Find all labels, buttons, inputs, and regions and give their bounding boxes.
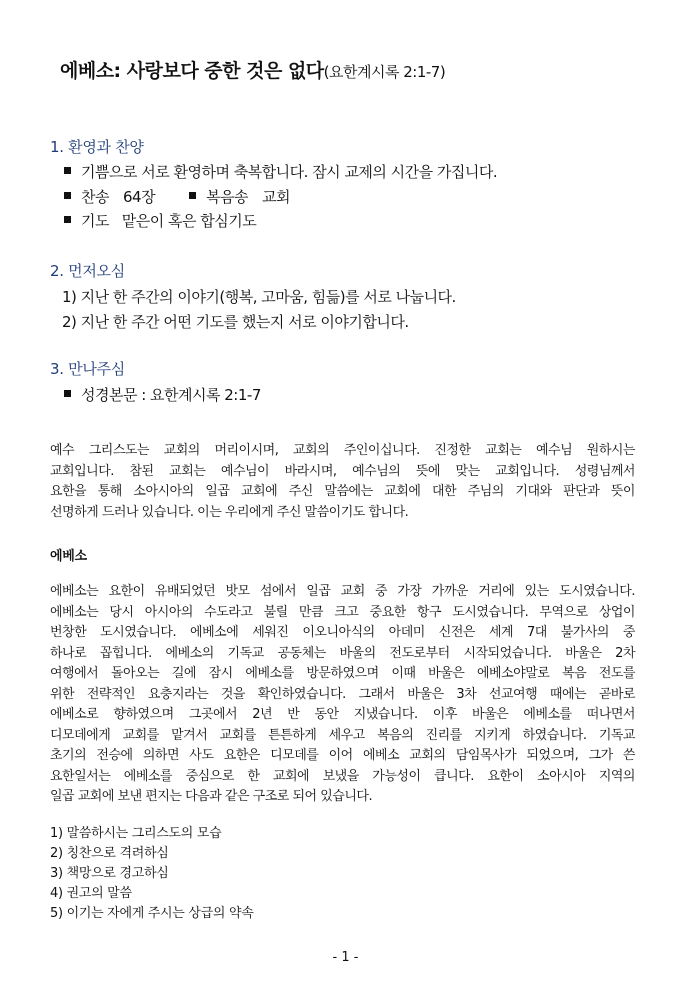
paragraph-line: 예수 그리스도는 교회의 머리이시며, 교회의 주인이십니다. 진정한 교회는 예수님 원하시는	[50, 443, 635, 458]
gospel-title: 교회	[262, 188, 291, 206]
intro-paragraph	[50, 441, 635, 523]
square-bullet-icon	[189, 192, 196, 199]
square-bullet-icon	[64, 216, 71, 223]
structure-list-item: 3) 책망으로 경고하심	[50, 866, 169, 881]
hymn-number: 64장	[122, 188, 156, 206]
square-bullet-icon	[64, 167, 71, 174]
paragraph-line: 여행에서 돌아오는 길에 잠시 에베소를 방문하였으며 이때 바울은 에베소야말로 복음 전도를	[50, 666, 635, 681]
section-heading-first-coming: 2. 먼저오심	[50, 262, 125, 280]
bullet-item	[64, 161, 497, 182]
bullet-item	[64, 384, 261, 405]
gospel-label: 복음송	[206, 188, 249, 206]
bullet-text: 기쁨으로 서로 환영하며 축복합니다. 잠시 교제의 시간을 가집니다.	[81, 163, 498, 181]
square-bullet-icon	[64, 192, 71, 199]
title-main: 에베소: 사랑보다 중한 것은 없다	[60, 60, 324, 82]
structure-list-item: 2) 칭찬으로 격려하심	[50, 846, 169, 861]
paragraph-line: 요한일서는 에베소를 중심으로 한 교회에 보냈을 가능성이 큽니다. 요한이 소아시아 지역의	[50, 768, 635, 784]
bullet-text: 기도 맡은이 혹은 합심기도	[81, 212, 257, 230]
page-number: - 1 -	[332, 950, 359, 965]
structure-list-item: 5) 이기는 자에게 주시는 상급의 약속	[50, 906, 254, 921]
paragraph-line: 에베소는 요한이 유배되었던 밧모 섬에서 일곱 교회 중 가장 가까운 거리에 있는 도시였습니다.	[50, 584, 635, 599]
title-reference: (요한계시록 2:1-7)	[323, 63, 446, 81]
scripture-text: 성경본문 : 요한계시록 2:1-7	[81, 386, 261, 404]
subheading-ephesus: 에베소	[50, 549, 87, 564]
paragraph-line: 위한 전략적인 요충지라는 것을 확인하였습니다. 그래서 바울은 3차 선교여행 때에는 곧바로	[50, 686, 635, 702]
hymn-row	[64, 186, 290, 207]
paragraph-line: 번창한 도시였습니다. 에베소에 세워진 이오니아식의 아데미 신전은 세계 7대 불가사의 중	[50, 625, 635, 640]
square-bullet-icon	[64, 390, 71, 397]
paragraph-line: 에베소로 향하였으며 그곳에서 2년 반 동안 지냈습니다. 이후 바울은 에베소를 떠나면서	[50, 707, 635, 722]
paragraph-line: 하나로 꼽힙니다. 에베소의 기독교 공동체는 바울의 전도로부터 시작되었습니다. 바울은 2차	[50, 645, 635, 661]
paragraph-line: 선명하게 드러나 있습니다. 이는 우리에게 주신 말씀이기도 합니다.	[50, 504, 409, 520]
numbered-item: 1) 지난 한 주간의 이야기(행복, 고마움, 힘듦)를 서로 나눕니다.	[62, 288, 456, 306]
paragraph-line: 요한을 통해 소아시아의 일곱 교회에 주신 말씀에는 교회에 대한 주님의 기대와 판단과 뜻이	[50, 484, 635, 499]
body-paragraph	[50, 582, 635, 808]
structure-list-item: 4) 권고의 말씀	[50, 886, 132, 901]
hymn-label: 찬송	[81, 188, 109, 206]
document-title	[60, 56, 445, 83]
paragraph-line: 일곱 교회에 보낸 편지는 다음과 같은 구조로 되어 있습니다.	[50, 789, 373, 804]
bullet-item	[64, 210, 256, 231]
paragraph-line: 디모데에게 교회를 맡겨서 교회를 튼튼하게 세우고 복음의 진리를 지키게 하였습니다. 기독교	[50, 727, 635, 743]
paragraph-line: 초기의 전승에 의하면 사도 요한은 디모데를 이어 에베소 교회의 담임목사가 되었으며, 그가 쓴	[50, 748, 635, 763]
numbered-item: 2) 지난 한 주간 어떤 기도를 했는지 서로 이야기합니다.	[62, 313, 409, 331]
structure-list-item: 1) 말씀하시는 그리스도의 모습	[50, 826, 222, 841]
paragraph-line: 교회입니다. 참된 교회는 예수님이 바라시며, 예수님의 뜻에 맞는 교회입니다. 성령님께서	[50, 463, 635, 479]
section-heading-welcome: 1. 환영과 찬양	[50, 138, 144, 156]
section-heading-meeting: 3. 만나주심	[50, 360, 125, 378]
paragraph-line: 에베소는 당시 아시아의 수도라고 불릴 만큼 크고 중요한 항구 도시였습니다. 무역으로 상업이	[50, 604, 635, 620]
